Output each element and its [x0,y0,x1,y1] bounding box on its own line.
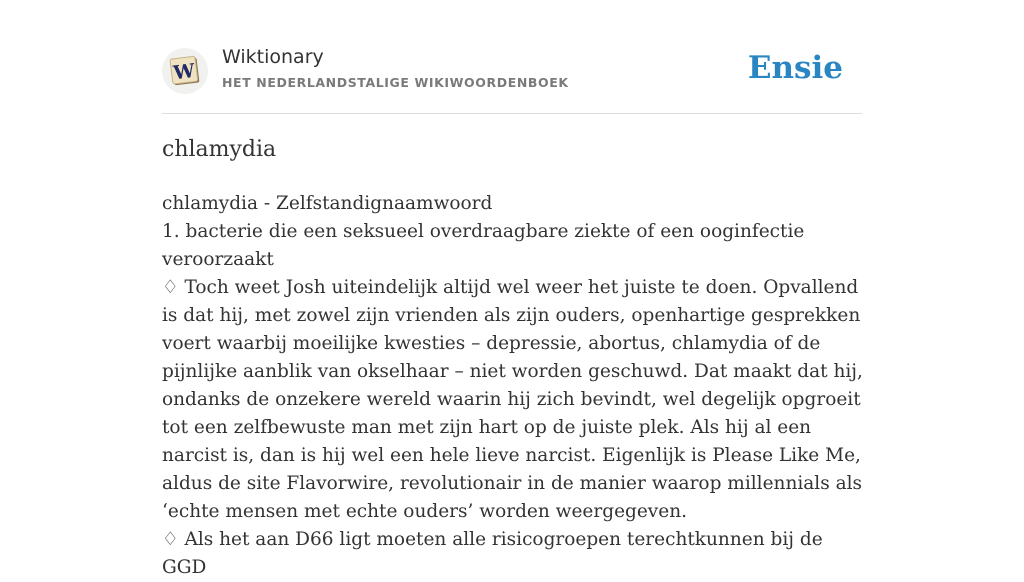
page-title: chlamydia [162,137,277,162]
header-divider [162,113,862,114]
header [162,44,862,114]
logo-letter: W [172,59,197,85]
part-of-speech-line: chlamydia - Zelfstandignaamwoord [162,193,493,214]
example-sentence-2: ♢ Als het aan D66 ligt moeten alle risicogroepen terechtkunnen bij de GGD [162,529,823,578]
site-subtitle: HET NEDERLANDSTALIGE WIKIWOORDENBOEK [222,75,569,90]
ensie-brand-link[interactable]: Ensie [747,50,843,86]
wiktionary-logo-icon[interactable] [162,48,208,94]
definition: 1. bacterie die een seksueel overdraagbare ziekte of een ooginfectie veroorzaakt [162,221,805,270]
wiktionary-logo-tile [168,54,202,88]
site-title[interactable]: Wiktionary [222,46,324,68]
example-sentence-1: ♢ Toch weet Josh uiteindelijk altijd wel weer het juiste te doen. Opvallend is dat hij, met zowel zijn vrienden als zijn ouders, openhartige gesprekken voert waarbij moeilijke kwesties – depressie, abortus, chlamydia of de pijnlijke aanblik van okselhaar – niet worden geschuwd. Dat maakt dat hij, ondanks de onzekere wereld waarin hij zich bevindt, wel degelijk opgroeit tot een zelfbewuste man met zijn hart op de juiste plek. Als hij al een narcist is, dan is hij wel een hele lieve narcist. Eigenlijk is Please Like Me, aldus de site Flavorwire, revolutionair in de manier waarop millennials als ‘echte mensen met echte ouders’ worden weergegeven. [162,277,863,522]
entry-content [162,190,868,582]
